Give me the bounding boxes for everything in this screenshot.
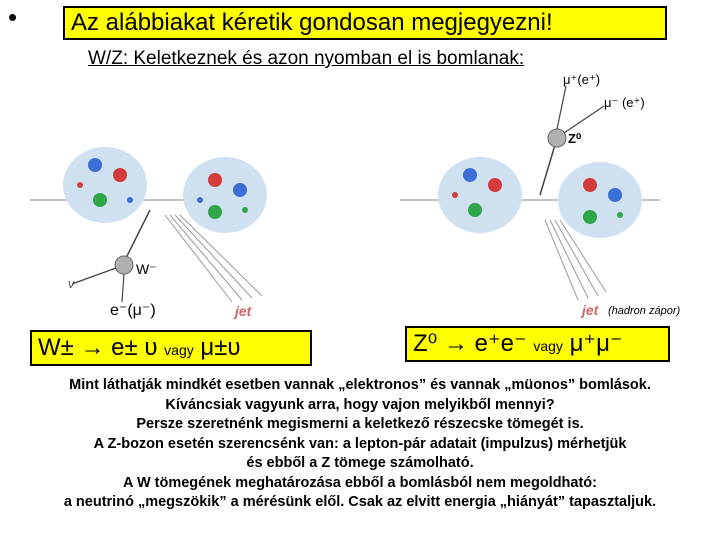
text-line: Persze szeretnénk megismerni a keletkező részecske tömegét is. bbox=[136, 416, 584, 432]
text-line: a neutrinó „megszökik” a mérésünk elől. Csak az elvitt energia „hiányát” tapasztaljuk. bbox=[63, 494, 657, 510]
page-title: Az alábbiakat kéretik gondosan megjegyezni! bbox=[63, 6, 667, 40]
text-line: Kíváncsiak vagyunk arra, hogy vajon melyikből mennyi? bbox=[165, 396, 555, 413]
left-diagram bbox=[30, 147, 267, 302]
w-eq-main: W± → e± υ bbox=[38, 334, 158, 361]
w-minus-label: W⁻ bbox=[136, 261, 157, 277]
z-eq-alt: μ⁺μ⁻ bbox=[569, 330, 623, 357]
z-eq-vagy: vagy bbox=[533, 338, 563, 354]
proton-left bbox=[63, 147, 147, 223]
text-line: A W tömegének meghatározása ebből a bomlásból nem megoldható: bbox=[122, 474, 597, 491]
z-equation-box bbox=[405, 326, 670, 362]
z0-label: Z⁰ bbox=[568, 131, 582, 146]
lepton-label: e⁻(μ⁻) bbox=[110, 302, 156, 319]
z-eq-main: Z⁰ → e⁺e⁻ bbox=[413, 330, 527, 357]
text-line: Mint láthatják mindkét esetben vannak „elektronos” és vannak „müonos” bomlások. bbox=[69, 377, 651, 393]
bullet: • bbox=[8, 2, 18, 32]
nu-label: ν bbox=[68, 276, 75, 291]
right-diagram bbox=[400, 86, 660, 300]
hadron-label: (hadron zápor) bbox=[608, 305, 681, 317]
text-line: A Z-bozon esetén szerencsénk van: a lepton-pár adatait (impulzus) mérhetjük bbox=[93, 435, 627, 452]
proton-right bbox=[183, 157, 267, 233]
z-boson bbox=[548, 129, 566, 147]
jet-label-left: jet bbox=[235, 303, 252, 319]
explanation-text bbox=[0, 376, 720, 513]
subtitle: W/Z: Keletkeznek és azon nyomban el is bomlanak: bbox=[88, 48, 525, 69]
proton-left-2 bbox=[438, 157, 522, 233]
text-line: és ebből a Z tömege számolható. bbox=[246, 455, 474, 471]
jet-label-right: jet bbox=[582, 302, 599, 318]
mu-plus-label: μ⁺(e⁺) bbox=[563, 72, 601, 87]
w-eq-vagy: vagy bbox=[164, 342, 194, 358]
proton-right-2 bbox=[558, 162, 642, 238]
mu-minus-label: μ⁻ (e⁺) bbox=[604, 95, 645, 110]
w-equation-box bbox=[30, 330, 312, 366]
w-eq-alt: μ±υ bbox=[200, 334, 241, 361]
w-boson bbox=[115, 256, 133, 274]
